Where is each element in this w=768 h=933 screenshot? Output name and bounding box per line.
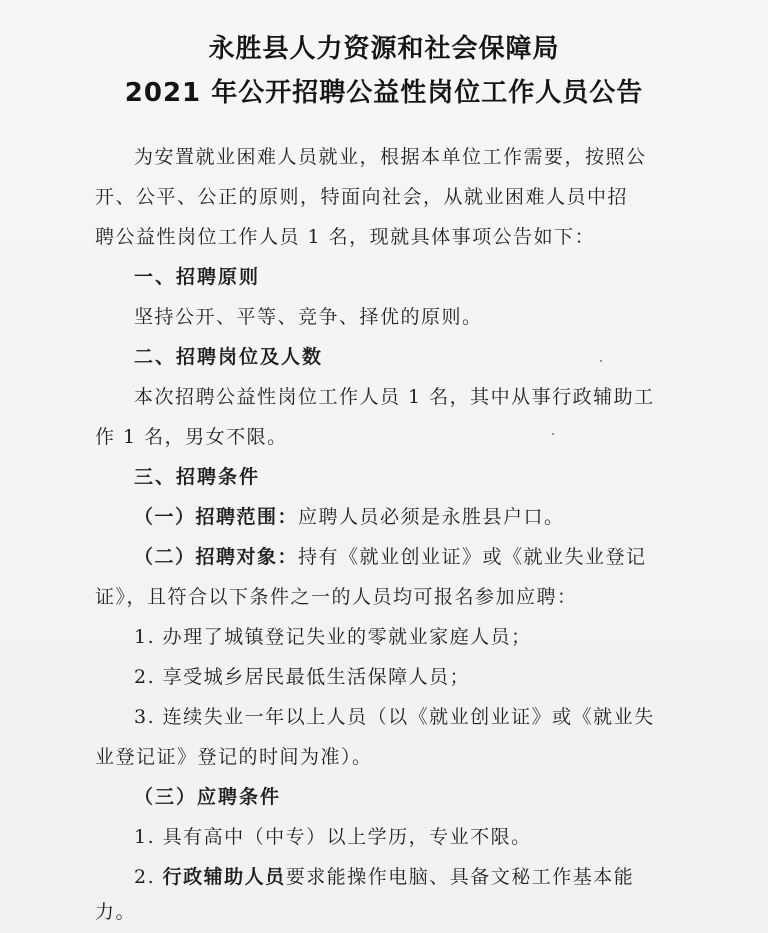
target-item-2: 2. 享受城乡居民最低生活保障人员；	[134, 666, 471, 688]
scan-speck	[552, 433, 554, 435]
condition-1: 1. 具有高中（中专）以上学历，专业不限。	[134, 826, 532, 848]
target-item-3-line1: 3. 连续失业一年以上人员（以《就业创业证》或《就业失	[134, 706, 655, 728]
section2-line-1: 本次招聘公益性岗位工作人员 1 名，其中从事行政辅助工	[134, 386, 655, 408]
scope-text: 应聘人员必须是永胜县户口。	[298, 506, 565, 528]
condition-2-row	[134, 865, 634, 889]
target-row	[134, 545, 647, 569]
section2-heading: 二、招聘岗位及人数	[134, 346, 324, 368]
document-title-line1: 永胜县人力资源和社会保障局	[208, 34, 560, 64]
intro-line-1: 为安置就业困难人员就业，根据本单位工作需要，按照公	[134, 146, 647, 168]
target-text-line2: 证》，且符合以下条件之一的人员均可报名参加应聘：	[95, 586, 578, 608]
scope-label: （一）招聘范围：	[134, 506, 299, 528]
target-label: （二）招聘对象：	[134, 546, 299, 568]
document-title-line2: 2021 年公开招聘公益性岗位工作人员公告	[124, 78, 644, 108]
section1-text: 坚持公开、平等、竞争、择优的原则。	[134, 306, 483, 328]
conditions-heading: （三）应聘条件	[134, 786, 282, 808]
scope-row	[134, 505, 565, 529]
intro-line-2: 开、公平、公正的原则，特面向社会，从就业困难人员中招	[95, 186, 629, 208]
condition-2-line2: 力。	[95, 901, 137, 923]
target-item-3-line2: 业登记证》登记的时间为准）。	[95, 746, 373, 768]
section1-heading: 一、招聘原则	[134, 266, 261, 288]
target-text-line1: 持有《就业创业证》或《就业失业登记	[298, 546, 647, 568]
section3-heading: 三、招聘条件	[134, 466, 261, 488]
condition-2-bold: 行政辅助人员	[162, 866, 286, 888]
intro-line-3: 聘公益性岗位工作人员 1 名，现就具体事项公告如下：	[95, 226, 596, 248]
scan-speck	[600, 360, 602, 362]
condition-2-prefix: 2.	[134, 866, 163, 888]
section2-line-2: 作 1 名，男女不限。	[95, 426, 288, 448]
condition-2-rest: 要求能操作电脑、具备文秘工作基本能	[285, 866, 635, 888]
target-item-1: 1. 办理了城镇登记失业的零就业家庭人员；	[134, 626, 532, 648]
